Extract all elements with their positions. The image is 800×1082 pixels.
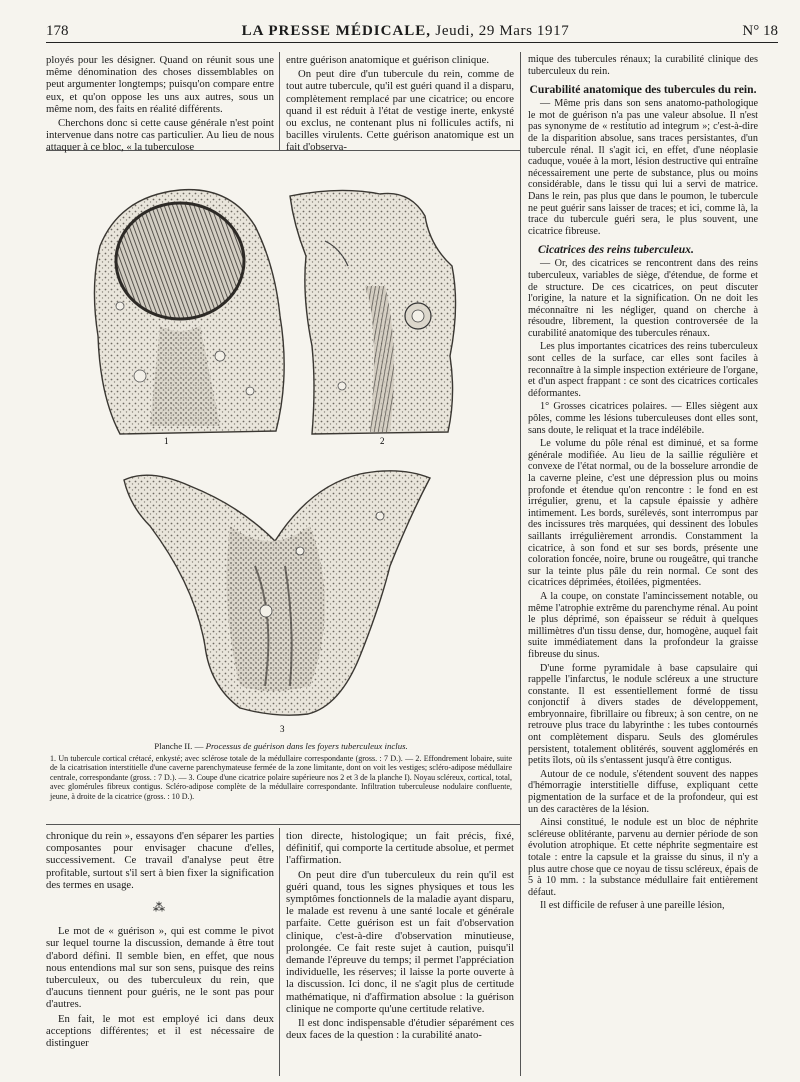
- paragraph: 1° Grosses cicatrices polaires. — Elles siègent aux pôles, comme les lésions tuberculeuses dont elles sont, sans doute, le reliquat et la trace indélébile.: [528, 401, 758, 436]
- figure-label-1: 1: [164, 436, 169, 446]
- paragraph: Ainsi constitué, le nodule est un bloc de néphrite scléreuse oblitérante, parvenu au dernier période de son évolution atrophique. Et cette néphrite segmentaire est totale : entre la capsule et la graisse du sinus, il n'y a plus autre chose que ce noyau de tissu scléreux, épais de 5 à 10 mm. : la substance médullaire fait entièrement défaut.: [528, 817, 758, 898]
- page-header: [46, 20, 778, 43]
- paragraph: Les plus importantes cicatrices des reins tuberculeux sont celles de la surface, car elles sont faciles à reconnaître à la simple inspection extérieure de l'organe, et d'un aspect frappant : ce sont des cicatrices corticales déformantes.: [528, 341, 758, 399]
- paragraph: Cherchons donc si cette cause générale n'est point intervenue dans notre cas particulier. Au lieu de nous attaquer à ce bloc, « la tuberculose: [46, 117, 274, 154]
- caption-prefix: Planche II. —: [154, 741, 204, 751]
- column-rule: [279, 52, 280, 150]
- paragraph: Il est donc indispensable d'étudier séparément ces deux faces de la question : la curabilité anato-: [286, 1017, 514, 1042]
- paragraph: Autour de ce nodule, s'étendent souvent des nappes d'hémorragie interstitielle diffuse, expliquant cette pigmentation de la surface et de la profondeur, qui est un des caractères de la lésion.: [528, 768, 758, 815]
- issue-date: Jeudi, 29 Mars 1917: [435, 22, 570, 39]
- plate-figure: [80, 186, 530, 746]
- paragraph: Le mot de « guérison », qui est comme le pivot sur lequel tourne la discussion, demande à être tout d'abord défini. Il semble bien, en effet, que nous nous entendions mal sur son sens, puisque des reins tuberculeux, ou des tuberculeux du rein, que d'aucuns tiennent pour guéris, ne le sont pas pour d'autres.: [46, 925, 274, 1011]
- page-number: 178: [46, 22, 69, 39]
- paragraph: On peut dire d'un tubercule du rein, comme de tout autre tubercule, qu'il est guéri quand il a disparu, complètement remplacé par une cicatrice; ou encore quand il est réduit à l'état de vestige inerte, enkysté ou exclus, ne contenant plus ni follicules actifs, ni bacilles virulents. Cette guérison anatomique est un fait d'observa-: [286, 68, 514, 154]
- paragraph: A la coupe, on constate l'amincissement notable, ou même l'atrophie extrême du parenchyme rénal. Au point le plus déprimé, son épaisseur se réduit à quelques millimètres d'un tissu dense, dur, homogène, auquel fait suite immédiatement dans la profondeur la graisse fibreuse du sinus.: [528, 590, 758, 660]
- issue-number: N° 18: [742, 22, 778, 39]
- paragraph: — Or, des cicatrices se rencontrent dans des reins tuberculeux, variables de siège, d'étendue, de forme et de structure. De ces cicatrices, on peut discuter l'origine, la nature et la signification. On ne doit les méconnaître ni les négliger, quand on cherche à résoudre, librement, la question controversée de la curabilité anatomique des tubercules rénaux.: [528, 258, 758, 339]
- column-1-bottom: [46, 830, 274, 1051]
- caption-text: 1. Un tubercule cortical crétacé, enkysté; avec sclérose totale de la médullaire correspondante (gross. : 7 D.). — 2. Effondrement lobaire, suite de la cicatrisation interstitielle d'une caverne parenchymateuse fermée de la zone limitante, dont on voit les vestiges; scléro-adipose médullaire centrale, correspondante (gross. : 7 D.). — 3. Coupe d'une cicatrice polaire supérieure nos 2 et 3 de la planche I). Noyau scléreux, cortical, total, avec glomérules fibreux contigus. Scléro-adipose complète de la médullaire correspondante. Infiltration tuberculeuse nodulaire confluente, jeune, à droite de la cicatrice (gross. : 10 D.).: [50, 753, 512, 801]
- section-heading: Cicatrices des reins tuberculeux.: [538, 243, 694, 257]
- paragraph: — Même pris dans son sens anatomo-pathologique le mot de guérison n'a pas une valeur absolue. Il n'est pas synonyme de « restitutio ad integrum »; c'est-à-dire de la disparition absolue, sans traces persistantes, d'un tubercule rénal. Il s'agit ici, en effet, d'une néoplasie caduque, vouée à la mort, lésion destructive qui entraîne nécessairement une perte de substance, plus ou moins considérable, dans le tissu qui lui a servi de matrice. Dans le rein, pas plus que dans le poumon, le tubercule ne peut guérir sans laisser de traces; et ici, comme là, la trace du tubercule guéri sera, le plus souvent, une cicatrice fibreuse.: [528, 98, 758, 237]
- paragraph: D'une forme pyramidale à base capsulaire qui rappelle l'infarctus, le nodule scléreux a une structure constante. Il est essentiellement formé de tissu conjonctif à divers stades de développement, embryonnaire, fibrillaire ou fibreux; à son centre, on ne retrouve plus trace du labyrinthe : les tubes contournés ont complètement disparu. Seuls des glomérules persistent, totalement oblitérés, souvent agglomérés en petits îlots, où ils s'entassent jusqu'à être contigus.: [528, 662, 758, 767]
- paragraph: chronique du rein », essayons d'en séparer les parties composantes pour envisager chacune d'elles, successivement. Ce travail d'analyse peut être profitable, surtout s'il sert à bien fixer la signification des termes en usage.: [46, 830, 274, 891]
- paragraph: Le volume du pôle rénal est diminué, et sa forme générale modifiée. Au lieu de la saillie régulière et convexe de l'état normal, ou de la bosselure arrondie de la caverne pleine, c'est une dépression plus ou moins profonde et étendue qu'on rencontre : le fond en est irrégulier, grenu, et la capsule épaissie y adhère intimement. Les bords, surélevés, sont interrompus par des incissures très marquées, qui dessinent des lobules saillants irrégulièrement arrondis. Constamment la cicatrice, à son fond et sur ses bords, présente une coloration foncée, noire, brune ou rougeâtre, qui tranche sur la teinte plus pâle du rein normal. Ce sont des cicatrices déprimées, étoilées, pigmentées.: [528, 438, 758, 589]
- paragraph: mique des tubercules rénaux; la curabilité clinique des tuberculeux du rein.: [528, 54, 758, 77]
- section-heading: Curabilité anatomique des tubercules du rein.: [529, 83, 757, 97]
- paragraph: Il est difficile de refuser à une pareille lésion,: [540, 900, 725, 912]
- section-separator: ⁂: [153, 900, 167, 915]
- paragraph: ployés pour les désigner. Quand on réunit sous une même dénomination des choses dissemblables on peut argumenter longtemps; puisqu'on compare entre eux, et qu'on oppose les uns aux autres, sous un même nom, des faits en réalité différents.: [46, 54, 274, 115]
- figure-bottom-rule: [46, 824, 520, 825]
- journal-name: LA PRESSE MÉDICALE,: [241, 22, 432, 39]
- paragraph: On peut dire d'un tuberculeux du rein qu'il est guéri quand, tous les signes physiques et tous les symptômes fonctionnels de la maladie ayant disparu, le malade est revenu à une santé locale et générale parfaite. Cette guérison est un fait d'observation clinique, c'est-à-dire d'observation minutieuse, prolongée. Ce fait reste sujet à caution, puisqu'il demande l'épreuve du temps; il permet l'appréciation individuelle, les réserves; il laisse la porte ouverte à la discussion. Ici donc, il ne s'agit plus de certitude mathématique, ni d'affirmation absolue : la guérison clinique ne comporte qu'une certitude relative.: [286, 868, 514, 1015]
- figure-label-3: 3: [280, 724, 285, 734]
- column-3: [528, 54, 758, 914]
- column-1-top: [46, 54, 274, 156]
- paragraph: tion directe, histologique; un fait précis, fixé, définitif, qui comporte la certitude absolue, et permet l'affirmation.: [286, 830, 514, 867]
- paragraph: En fait, le mot est employé ici dans deux acceptions différentes; et il est nécessaire de distinguer: [46, 1012, 274, 1050]
- column-rule: [279, 828, 280, 1076]
- column-2-bottom: [286, 830, 514, 1043]
- plate-caption: [50, 742, 512, 802]
- caption-title-text: Processus de guérison dans les foyers tuberculeux inclus.: [205, 741, 408, 751]
- journal-title: [242, 23, 570, 40]
- figure-label-2: 2: [380, 436, 385, 446]
- histology-engraving: [80, 186, 530, 746]
- column-2-top: [286, 54, 514, 156]
- caption-title: [50, 742, 512, 752]
- paragraph: entre guérison anatomique et guérison clinique.: [286, 54, 489, 66]
